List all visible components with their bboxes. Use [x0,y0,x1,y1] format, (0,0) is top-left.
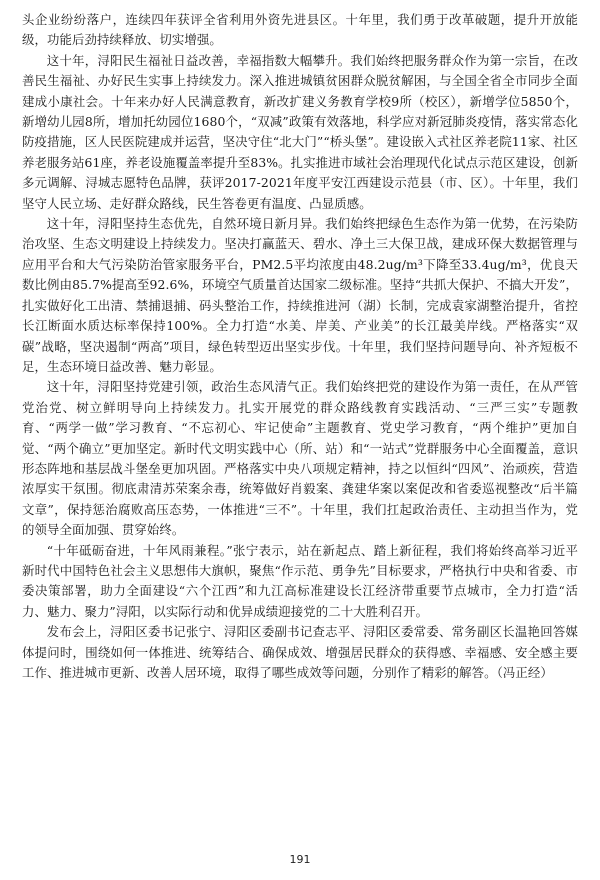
document-body [22,10,578,683]
paragraph-2: 这十年，浔阳民生福祉日益改善，幸福指数大幅攀升。我们始终把服务群众作为第一宗旨，在改善民生福祉、办好民生实事上持续发力。深入推进城镇贫困群众脱贫解困，与全国全省全市同步全面建成小康社会。十年来办好人民满意教育，新改扩建义务教育学校9所（校区），新增学位5850个，新增幼儿园8所，增加托幼园位1680个，“双减”政策有效落地，科学应对新冠肺炎疫情，落实常态化防疫措施，区人民医院建成并运营，坚决守住“北大门”“桥头堡”。建设嵌入式社区养老院11家、社区养老服务站61座，养老设施覆盖率提升至83%。扎实推进市域社会治理现代化试点示范区建设，创新多元调解、浔城志愿特色品牌，获评2017-2021年度平安江西建设示范县（市、区）。十年里，我们坚守人民立场、走好群众路线，民生答卷更有温度、凸显质感。 [22,52,578,211]
paragraph-1: 头企业纷纷落户，连续四年获评全省利用外资先进县区。十年里，我们勇于改革破题，提升开放能级，功能后劲持续释放、切实增强。 [22,12,578,48]
paragraph-5: “十年砥砺奋进，十年风雨兼程。”张宁表示，站在新起点、踏上新征程，我们将始终高举习近平新时代中国特色社会主义思想伟大旗帜，聚焦“作示范、勇争先”目标要求，严格执行中央和省委、市委决策部署，助力全面建设“六个江西”和九江高标准建设长江经济带重要节点城市，全力打造“活力、魅力、聚力”浔阳，以实际行动和优异成绩迎接党的二十大胜利召开。 [22,542,578,619]
paragraph-6: 发布会上，浔阳区委书记张宁、浔阳区委副书记查志平、浔阳区委常委、常务副区长温艳回答媒体提问时，围绕如何一体推进、统筹结合、确保成效、增强居民群众的获得感、幸福感、安全感主要工作、推进城市更新、改善人居环境，取得了哪些成效等问题，分别作了精彩的解答。（冯正经） [22,624,578,680]
page-number: 191 [289,853,311,866]
paragraph-3: 这十年，浔阳坚持生态优先，自然环境日新月异。我们始终把绿色生态作为第一优势，在污染防治攻坚、生态文明建设上持续发力。坚决打赢蓝天、碧水、净土三大保卫战，建成环保大数据管理与应用平台和大气污染防治管家服务平台，PM2.5平均浓度由48.2ug/m³下降至33.4ug/m³，优良天数比例由85.7%提高至92.6%，环境空气质量首达国家二级标准。坚持“共抓大保护、不搞大开发”，扎实做好化工出清、禁捕退捕、码头整治工作，持续推进河（湖）长制，完成袁家湖整治提升，省控长江断面水质达标率保持100%。全力打造“水美、岸美、产业美”的长江最美岸线。严格落实“双碳”战略，坚决遏制“两高”项目，绿色转型迈出坚实步伐。十年里，我们坚持问题导向、补齐短板不足，生态环境日益改善、魅力彰显。 [22,216,578,374]
paragraph-4: 这十年，浔阳坚持党建引领，政治生态风清气正。我们始终把党的建设作为第一责任，在从严管党治党、树立鲜明导向上持续发力。扎实开展党的群众路线教育实践活动、“三严三实”专题教育、“两学一做”学习教育、“不忘初心、牢记使命”主题教育、党史学习教育，“两个维护”更加自觉、“两个确立”更加坚定。新时代文明实践中心（所、站）和“一站式”党群服务中心全面覆盖，意识形态阵地和基层战斗堡垒更加巩固。严格落实中央八项规定精神，持之以恒纠“四风”、治顽疾，营造浓厚实干氛围。彻底肃清苏荣案余毒，统筹做好肖毅案、龚建华案以案促改和省委巡视整改“后半篇文章”，保持惩治腐败高压态势，一体推进“三不”。十年里，我们扛起政治责任、主动担当作为，党的领导全面加强、贯穿始终。 [22,379,578,538]
